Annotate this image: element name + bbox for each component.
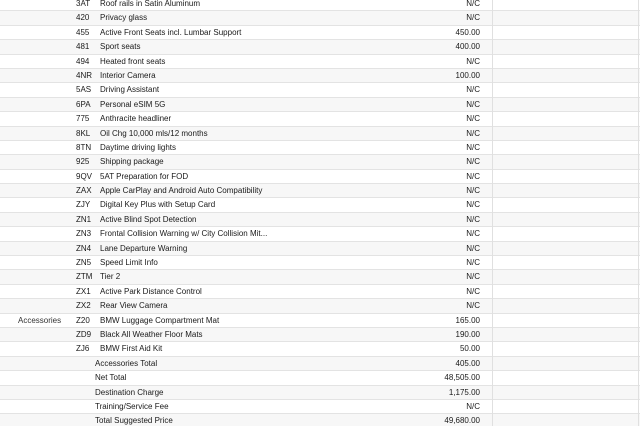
option-price: N/C [466,301,480,311]
option-description: Frontal Collision Warning w/ City Collision Mit... [100,229,268,239]
option-row [0,184,640,198]
option-description: BMW Luggage Compartment Mat [100,315,220,325]
option-price: N/C [466,56,480,66]
column-divider [492,0,493,426]
option-row [0,270,640,284]
option-row [0,256,640,270]
option-price: 190.00 [455,329,480,339]
option-code: ZN5 [76,258,92,268]
option-row [0,98,640,112]
option-code: 481 [76,42,90,52]
option-code: 925 [76,157,90,167]
option-description: Digital Key Plus with Setup Card [100,200,216,210]
option-price: N/C [466,85,480,95]
option-code: ZJY [76,200,91,210]
total-label: Accessories Total [95,358,158,368]
option-row [0,328,640,342]
option-row [0,299,640,313]
option-row [0,198,640,212]
option-price: 450.00 [455,27,480,37]
option-row [0,0,640,11]
option-code: 420 [76,13,90,23]
option-description: Daytime driving lights [100,142,177,152]
total-row [0,414,640,426]
total-row [0,386,640,400]
option-price: N/C [466,142,480,152]
option-price: N/C [466,258,480,268]
option-price: N/C [466,229,480,239]
option-code: 4NR [76,70,93,80]
option-description: Driving Assistant [100,85,160,95]
option-code: 6PA [76,99,91,109]
option-code: 494 [76,56,90,66]
option-price: N/C [466,186,480,196]
option-row [0,83,640,97]
option-row [0,55,640,69]
option-description: Privacy glass [100,13,148,23]
total-price: 49,680.00 [444,416,480,426]
option-description: Personal eSIM 5G [100,99,166,109]
option-description: Lane Departure Warning [100,243,188,253]
option-price: N/C [466,200,480,210]
total-price: 405.00 [455,358,480,368]
option-description: Roof rails in Satin Aluminum [100,0,201,8]
option-price: N/C [466,0,480,8]
option-row [0,11,640,25]
total-label: Net Total [95,373,127,383]
total-price: 48,505.00 [444,373,480,383]
option-code: ZN4 [76,243,92,253]
option-row [0,26,640,40]
option-code: 5AS [76,85,92,95]
option-row [0,213,640,227]
option-description: Apple CarPlay and Android Auto Compatibility [100,186,263,196]
total-price: N/C [466,401,480,411]
option-code: ZN1 [76,214,92,224]
option-description: Black All Weather Floor Mats [100,329,203,339]
option-description: Active Blind Spot Detection [100,214,197,224]
option-row [0,342,640,356]
option-code: Z20 [76,315,90,325]
option-description: Rear View Camera [100,301,168,311]
option-code: 775 [76,114,90,124]
option-price: N/C [466,99,480,109]
option-row [0,170,640,184]
total-label: Training/Service Fee [95,401,169,411]
option-code: ZX1 [76,286,91,296]
right-border [638,0,639,426]
total-row [0,400,640,414]
total-label: Destination Charge [95,387,164,397]
option-price: N/C [466,243,480,253]
section-label: Accessories [18,315,62,325]
option-row [0,242,640,256]
option-price: N/C [466,214,480,224]
option-description: Active Park Distance Control [100,286,202,296]
option-code: ZJ6 [76,344,90,354]
option-code: ZN3 [76,229,92,239]
option-code: 455 [76,27,90,37]
total-price: 1,175.00 [448,387,480,397]
option-row [0,314,640,328]
option-description: Anthracite headliner [100,114,172,124]
option-price: 400.00 [455,42,480,52]
option-description: Interior Camera [100,70,156,80]
option-description: 5AT Preparation for FOD [100,171,189,181]
option-row [0,285,640,299]
option-price: N/C [466,171,480,181]
option-price: 100.00 [455,70,480,80]
option-price: N/C [466,13,480,23]
option-description: Tier 2 [100,272,121,282]
option-code: ZAX [76,186,92,196]
option-row [0,40,640,54]
total-row [0,357,640,371]
option-code: ZX2 [76,301,91,311]
option-code: ZD9 [76,329,92,339]
option-price: N/C [466,114,480,124]
option-row [0,69,640,83]
option-description: Speed Limit Info [100,258,158,268]
option-code: 9QV [76,171,93,181]
option-price: N/C [466,272,480,282]
option-row [0,127,640,141]
option-price: N/C [466,157,480,167]
option-description: BMW First Aid Kit [100,344,163,354]
option-description: Heated front seats [100,56,166,66]
total-row [0,371,640,385]
option-price: N/C [466,128,480,138]
option-code: ZTM [76,272,93,282]
option-row [0,141,640,155]
option-description: Active Front Seats incl. Lumbar Support [100,27,242,37]
option-description: Sport seats [100,42,141,52]
total-label: Total Suggested Price [95,416,173,426]
option-price: 50.00 [459,344,480,354]
option-price: N/C [466,286,480,296]
option-row [0,112,640,126]
option-row [0,227,640,241]
option-code: 8TN [76,142,92,152]
option-price: 165.00 [455,315,480,325]
option-code: 8KL [76,128,91,138]
option-row [0,155,640,169]
option-description: Oil Chg 10,000 mls/12 months [100,128,208,138]
option-code: 3AT [76,0,91,8]
option-description: Shipping package [100,157,164,167]
